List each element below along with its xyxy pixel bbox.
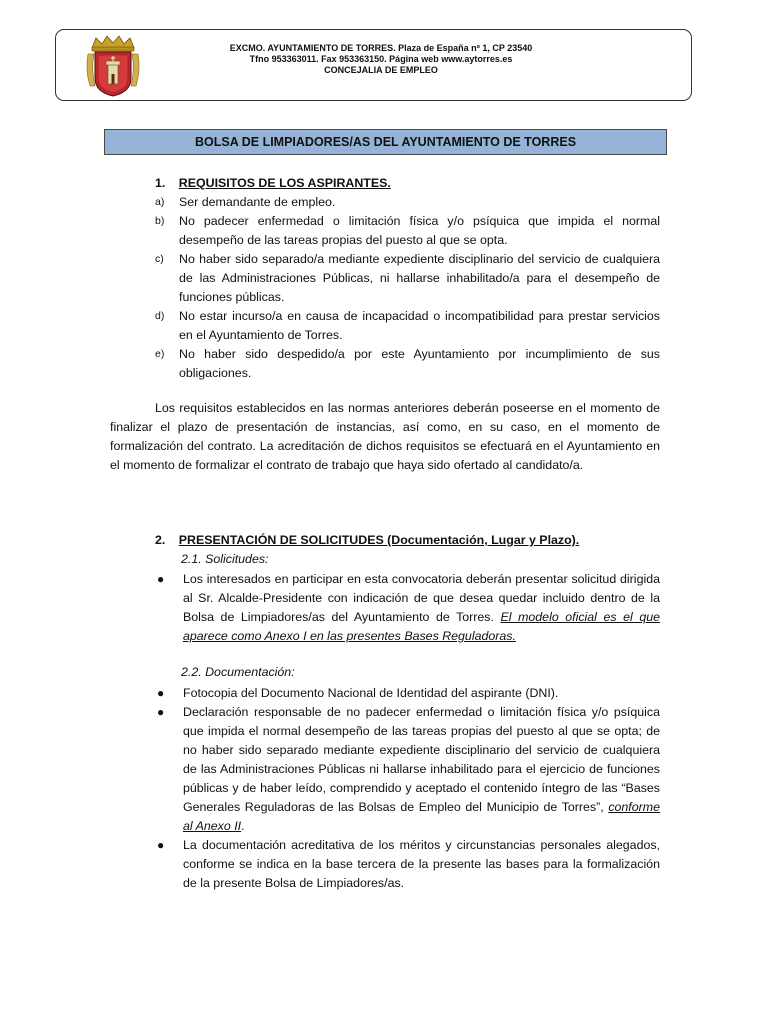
section-1-heading	[155, 174, 391, 193]
coat-of-arms-icon	[86, 34, 140, 98]
solicitud-bullet	[157, 570, 660, 646]
solicitud-text: Los interesados en participar en esta convocatoria deberán presentar solicitud dirigida al Sr. Alcalde-Presidente con indicación de que desea quedar incluido dentro de la Bolsa de Limpiadores/as del Ayuntamiento de Torres.	[183, 572, 660, 624]
section-2-title: PRESENTACIÓN DE SOLICITUDES (Documentación, Lugar y Plazo).	[178, 533, 580, 547]
letterhead	[55, 29, 692, 101]
letterhead-line-address: EXCMO. AYUNTAMIENTO DE TORRES. Plaza de España nº 1, CP 23540	[229, 43, 533, 53]
section-2-heading	[155, 531, 579, 550]
subsection-2-1-title: 2.1. Solicitudes:	[181, 552, 269, 566]
subsection-2-2-title: 2.2. Documentación:	[181, 665, 295, 679]
requirement-b	[155, 212, 660, 250]
section-1-title: REQUISITOS DE LOS ASPIRANTES.	[178, 176, 391, 190]
requirement-text: No padecer enfermedad o limitación física y/o psíquica que impida el normal desempeño de las tareas propias del puesto al que se opta.	[179, 214, 660, 247]
letterhead-line-department: CONCEJALIA DE EMPLEO	[324, 65, 438, 75]
section-2-number: 2.	[155, 533, 166, 547]
bullet-text	[183, 570, 660, 646]
document-title: BOLSA DE LIMPIADORES/AS DEL AYUNTAMIENTO DE TORRES	[104, 129, 667, 155]
bullet-icon: ●	[157, 838, 165, 852]
declaration-end: .	[241, 819, 245, 833]
requirement-marker: c)	[155, 253, 164, 265]
requirement-e	[155, 345, 660, 383]
declaration-text: Declaración responsable de no padecer enfermedad o limitación física y/o psíquica que impida el normal desempeño de las tareas propias del puesto al que se opta; de no haber sido separado mediante expediente disciplinario del servicio de cualquiera de las Administraciones Públicas ni hallarse inhabilitado para el ejercicio de funciones públicas y de haber leído, comprendido y aceptado el contenido íntegro de las “Bases Generales Reguladoras de las Bolsas de Empleo del Municipio de Torres”,	[183, 705, 660, 814]
requirement-marker: b)	[155, 215, 165, 227]
requirements-paragraph: Los requisitos establecidos en las normas anteriores deberán poseerse en el momento de finalizar el plazo de presentación de instancias, así como, en su caso, en el momento de formalización del contrato. La acreditación de dichos requisitos se efectuará en el Ayuntamiento en el momento de formalizar el contrato de trabajo que haya sido ofertado al candidato/a.	[110, 401, 660, 472]
requirement-text: No haber sido despedido/a por este Ayuntamiento por incumplimiento de sus obligaciones.	[179, 347, 660, 380]
anexo-i-reference: El modelo oficial es el que aparece como Anexo I en las presentes Bases Reguladoras.	[183, 610, 660, 643]
bullet-icon: ●	[157, 705, 165, 719]
requirement-marker: a)	[155, 196, 165, 208]
letterhead-text	[216, 43, 546, 76]
bullet-text	[183, 703, 660, 836]
requirement-c	[155, 250, 660, 307]
requirement-a	[155, 193, 660, 212]
bullet-text: Fotocopia del Documento Nacional de Identidad del aspirante (DNI).	[183, 686, 559, 700]
section-1-number: 1.	[155, 176, 166, 190]
requirement-marker: d)	[155, 310, 165, 322]
doc-bullet-dni	[157, 684, 660, 703]
requirement-text: No estar incurso/a en causa de incapacidad o incompatibilidad para prestar servicios en el Ayuntamiento de Torres.	[179, 309, 660, 342]
bullet-icon: ●	[157, 686, 165, 700]
requirement-d	[155, 307, 660, 345]
doc-bullet-declaration	[157, 703, 660, 836]
requirement-marker: e)	[155, 348, 165, 360]
doc-bullet-merits	[157, 836, 660, 893]
requirement-text: Ser demandante de empleo.	[179, 195, 336, 209]
bullet-text: La documentación acreditativa de los méritos y circunstancias personales alegados, conforme se indica en la base tercera de la presente las bases para la formalización de la presente Bolsa de Limpiadores/as.	[183, 838, 660, 890]
anexo-ii-reference: conforme al Anexo II	[183, 800, 660, 833]
letterhead-line-contact: Tfno 953363011. Fax 953363150. Página web www.aytorres.es	[249, 54, 513, 64]
requirement-text: No haber sido separado/a mediante expediente disciplinario del servicio de cualquiera de las Administraciones Públicas, ni hallarse inhabilitado/a para el desempeño de funciones públicas.	[179, 252, 660, 304]
bullet-icon: ●	[157, 572, 165, 586]
